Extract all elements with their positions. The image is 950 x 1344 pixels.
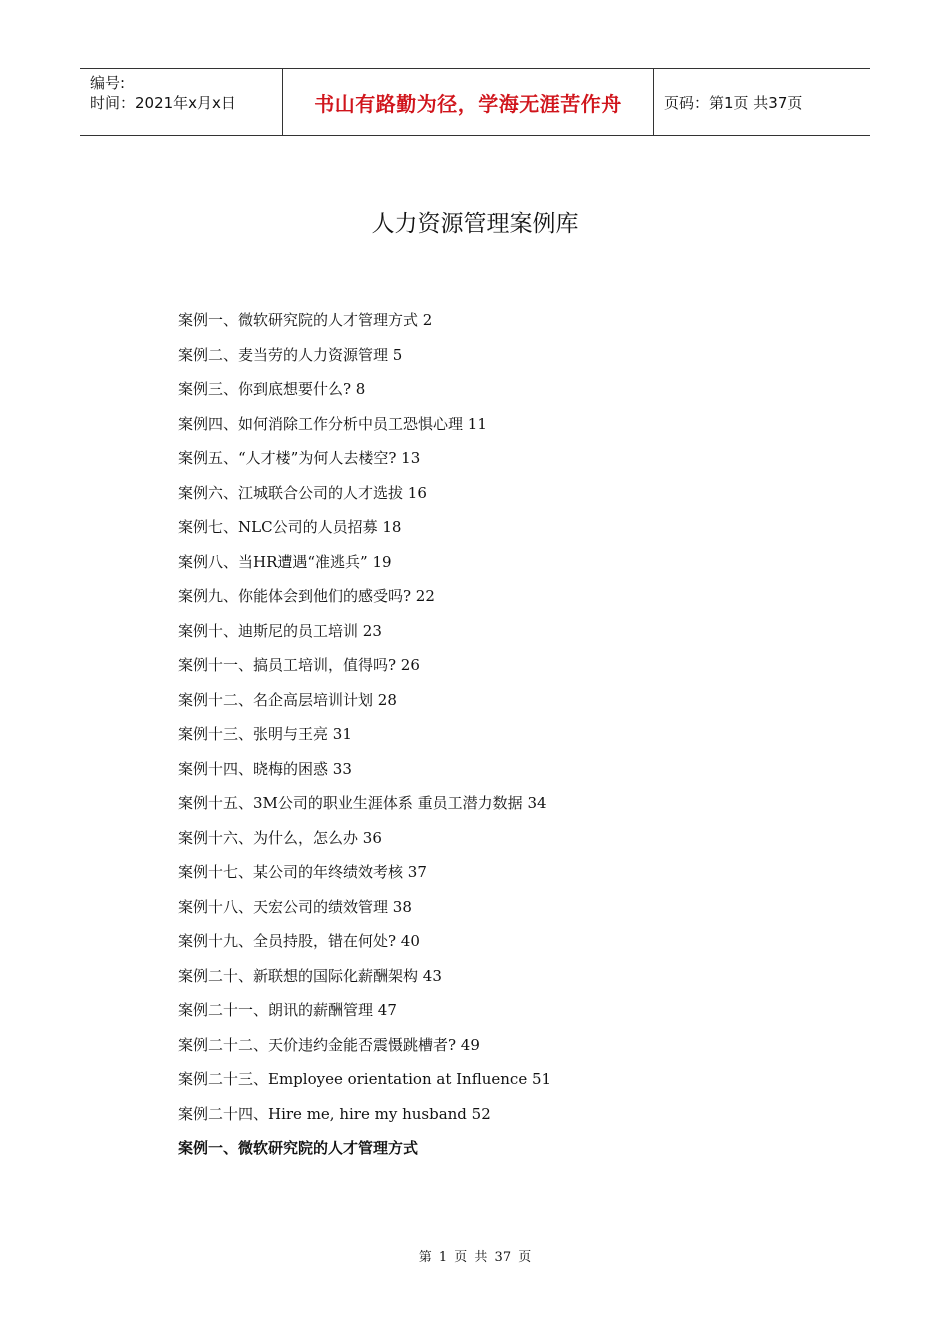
header-table xyxy=(80,68,870,136)
motto-text: 书山有路勤为径，学海无涯苦作舟 xyxy=(314,91,622,116)
toc-item[interactable]: 案例七、NLC公司的人员招募 18 xyxy=(178,518,402,536)
toc-item[interactable]: 案例十三、张明与王亮 31 xyxy=(178,725,352,743)
page-footer: 第 1 页 共 37 页 xyxy=(418,1250,532,1265)
toc-item[interactable]: 案例一、微软研究院的人才管理方式 2 xyxy=(178,311,433,329)
toc-item[interactable]: 案例十一、搞员工培训，值得吗? 26 xyxy=(178,656,420,674)
toc-item[interactable]: 案例十二、名企高层培训计划 28 xyxy=(178,690,397,709)
toc-item[interactable]: 案例十七、某公司的年终绩效考核 37 xyxy=(178,863,427,881)
toc-item[interactable]: 案例二十、新联想的国际化薪酬架构 43 xyxy=(178,966,442,985)
code-label: 编号: xyxy=(90,74,126,92)
toc-item[interactable]: 案例二、麦当劳的人力资源管理 5 xyxy=(178,345,403,364)
toc-item[interactable]: 案例八、当HR遭遇“准逃兵” 19 xyxy=(178,552,392,571)
time-label: 时间：2021年x月x日 xyxy=(90,94,236,112)
section-heading: 案例一、微软研究院的人才管理方式 xyxy=(178,1139,419,1157)
table-of-contents xyxy=(178,308,551,1136)
toc-item[interactable]: 案例二十四、Hire me, hire my husband 52 xyxy=(178,1104,491,1123)
header-meta-cell xyxy=(80,69,282,135)
toc-item[interactable]: 案例五、“人才楼”为何人去楼空? 13 xyxy=(178,449,421,467)
toc-item[interactable]: 案例十九、全员持股，错在何处? 40 xyxy=(178,932,420,950)
toc-item[interactable]: 案例十、迪斯尼的员工培训 23 xyxy=(178,621,382,640)
document-title: 人力资源管理案例库 xyxy=(371,211,579,237)
toc-item[interactable]: 案例二十三、Employee orientation at Influence 51 xyxy=(178,1070,552,1088)
toc-item[interactable]: 案例九、你能体会到他们的感受吗? 22 xyxy=(178,587,435,605)
toc-item[interactable]: 案例二十一、朗讯的薪酬管理 47 xyxy=(178,1001,397,1019)
toc-item[interactable]: 案例三、你到底想要什么? 8 xyxy=(178,380,366,398)
toc-item[interactable]: 案例四、如何消除工作分析中员工恐惧心理 11 xyxy=(178,414,487,433)
toc-item[interactable]: 案例十五、3M公司的职业生涯体系 重员工潜力数据 34 xyxy=(178,794,547,812)
header-motto-cell xyxy=(282,69,654,135)
toc-item[interactable]: 案例十四、晓梅的困惑 33 xyxy=(178,759,352,778)
toc-item[interactable]: 案例十六、为什么，怎么办 36 xyxy=(178,828,382,847)
toc-item[interactable]: 案例十八、天宏公司的绩效管理 38 xyxy=(178,897,412,916)
toc-item[interactable]: 案例二十二、天价违约金能否震慑跳槽者? 49 xyxy=(178,1035,480,1054)
page-info: 页码：第1页 共37页 xyxy=(664,93,803,112)
header-page-cell xyxy=(654,69,870,135)
toc-item[interactable]: 案例六、江城联合公司的人才选拔 16 xyxy=(178,483,427,502)
